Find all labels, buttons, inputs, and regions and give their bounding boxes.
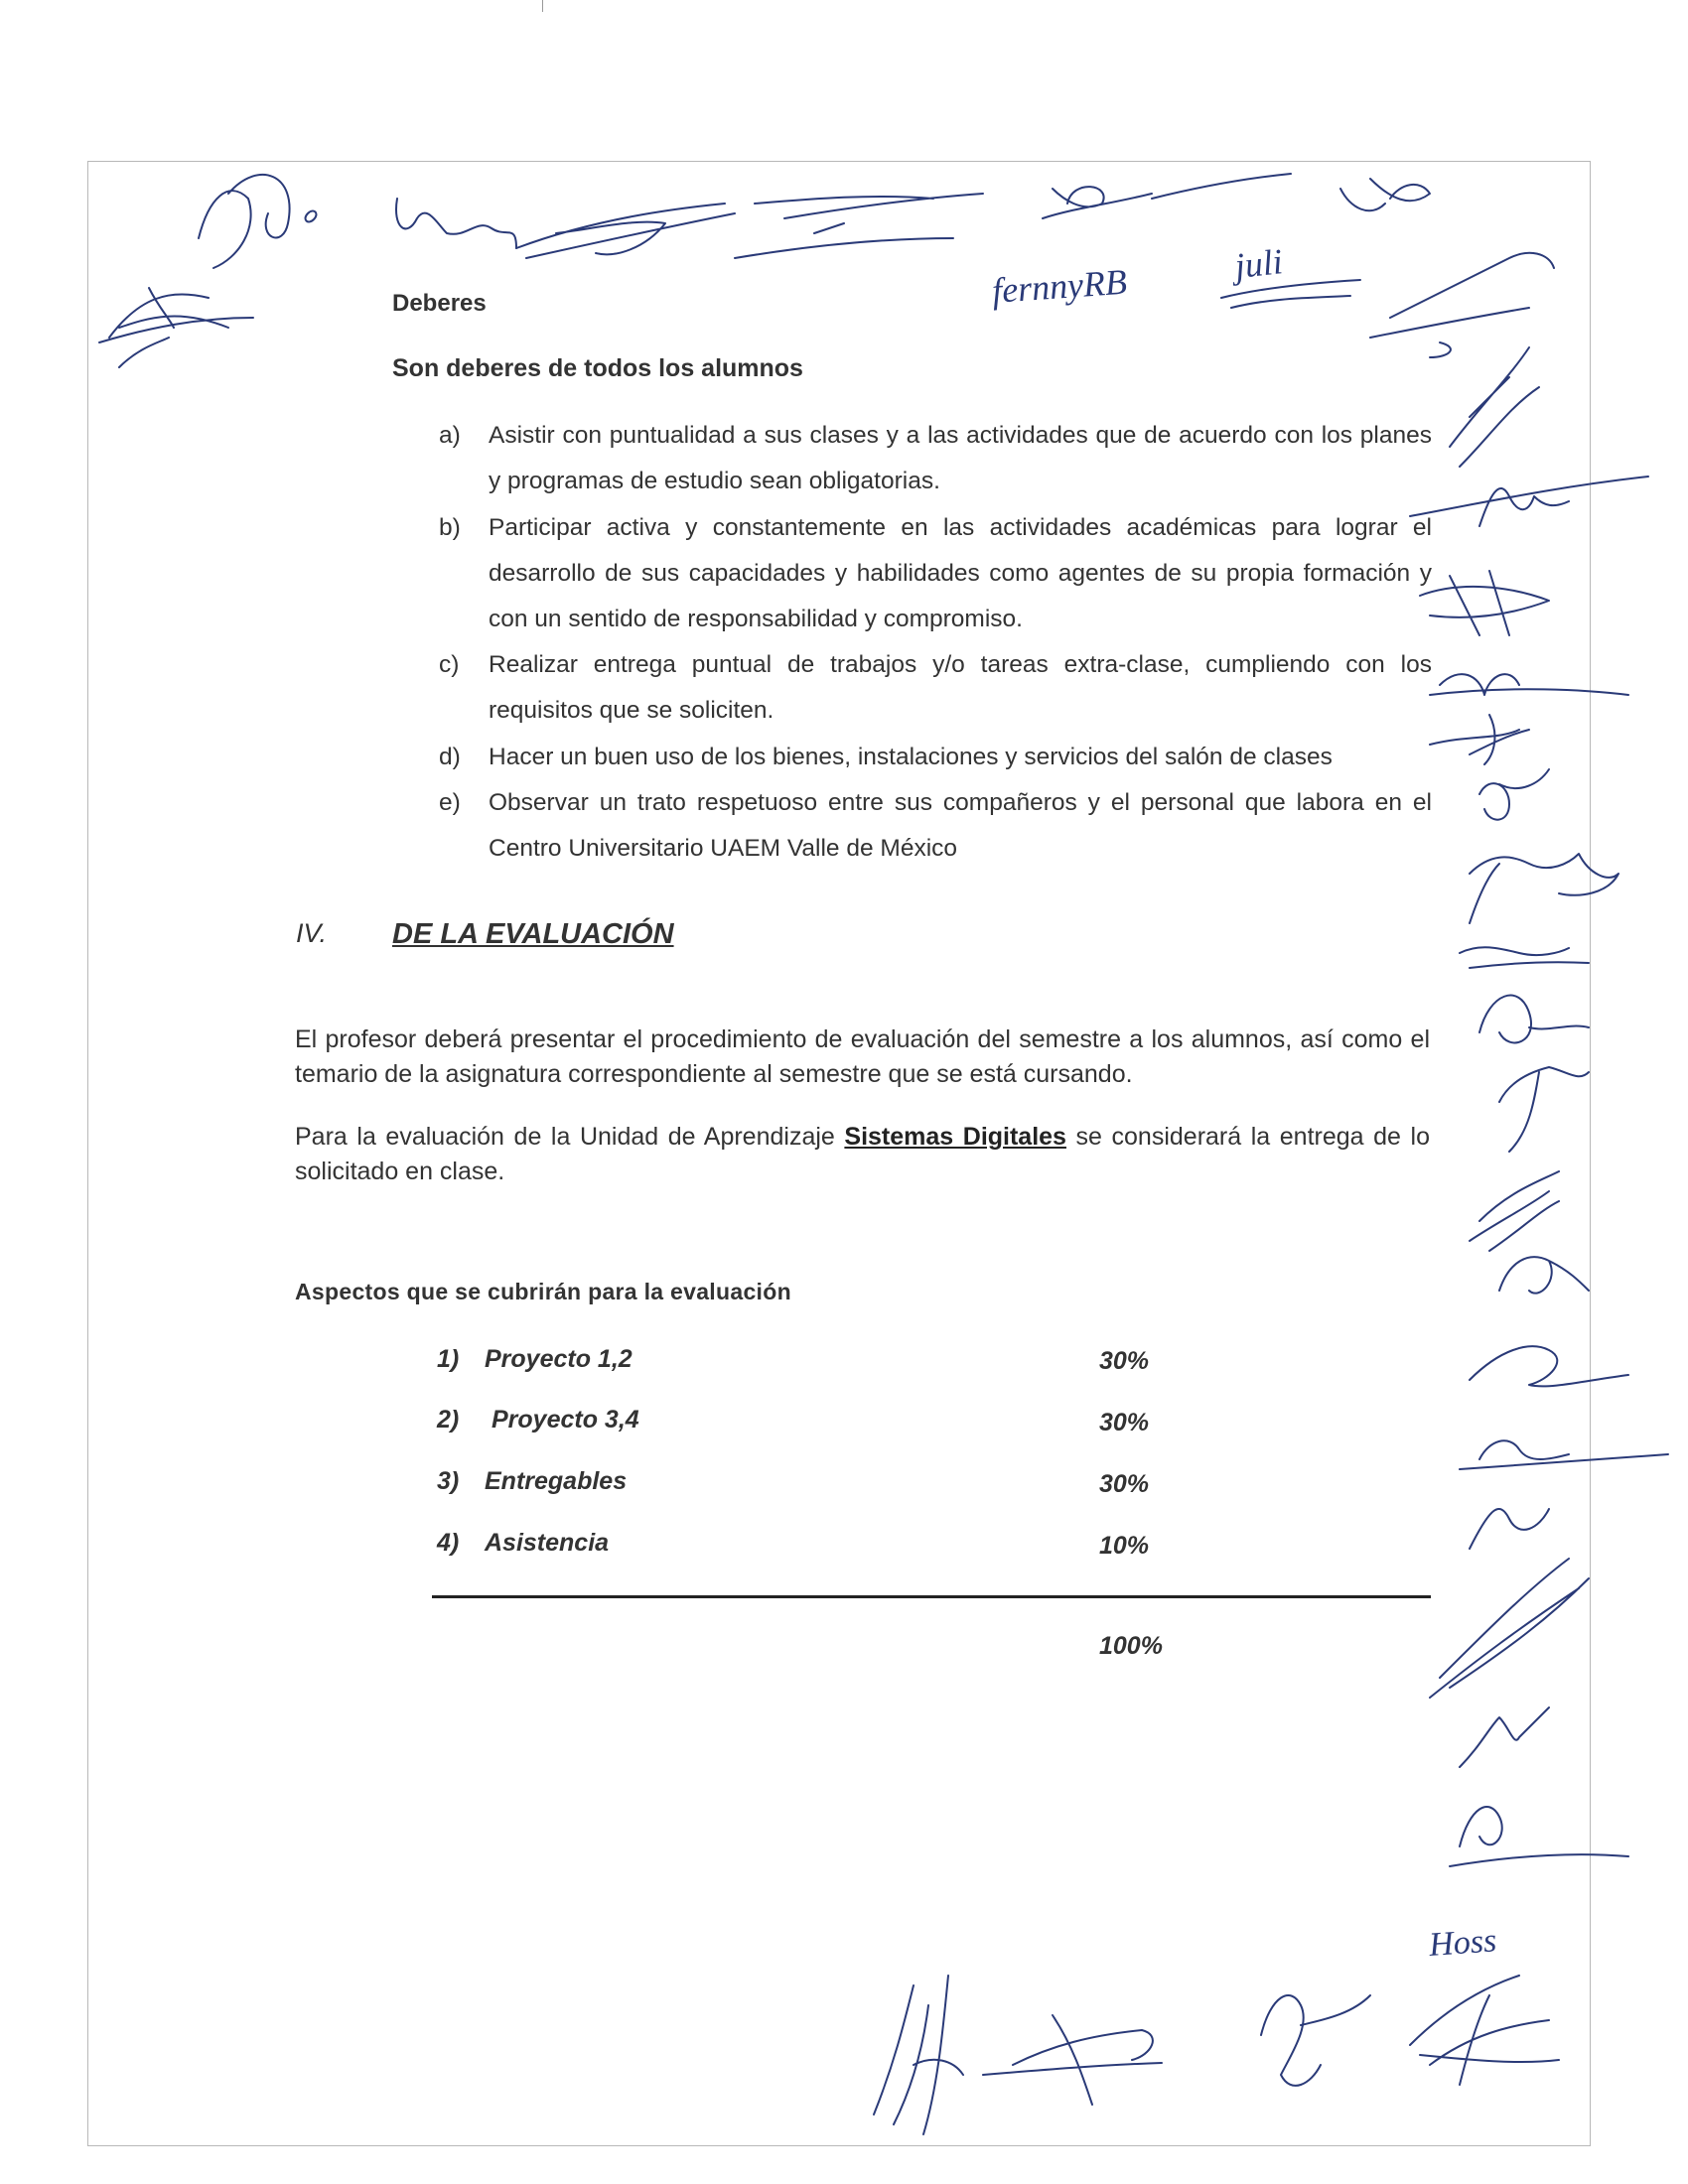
section-numeral: IV. — [296, 918, 328, 948]
duty-text: Observar un trato respetuoso entre sus compañeros y el personal que labora en el Centro Universitario UAEM Valle de México — [489, 789, 1432, 862]
aspect-percentage: 10% — [1099, 1532, 1150, 1560]
duty-item — [439, 413, 1432, 504]
duty-text: Realizar entrega puntual de trabajos y/o tareas extra-clase, cumpliendo con los requisitos que se soliciten. — [489, 651, 1432, 724]
duty-marker: e) — [439, 789, 461, 816]
signature-fernnyRB: fernnyRB — [990, 261, 1129, 311]
scan-mark — [542, 0, 543, 12]
signature-juli: juli — [1232, 241, 1285, 286]
aspect-percentage: 30% — [1099, 1470, 1150, 1498]
aspect-number: 3) — [437, 1467, 460, 1495]
aspect-label: Entregables — [485, 1467, 628, 1495]
aspect-number: 4) — [437, 1529, 460, 1557]
duty-item — [439, 642, 1432, 734]
duty-text: Asistir con puntualidad a sus clases y a las actividades que de acuerdo con los planes y programas de estudio sean obligatorias. — [489, 422, 1432, 494]
duty-marker: c) — [439, 651, 460, 678]
signature-hoss: Hoss — [1427, 1922, 1498, 1964]
deberes-heading: Deberes — [392, 290, 487, 317]
paragraph-2-before: Para la evaluación de la Unidad de Aprendizaje — [295, 1123, 845, 1151]
aspect-number: 1) — [437, 1345, 460, 1373]
aspect-percentage: 30% — [1099, 1409, 1150, 1436]
duty-text: Participar activa y constantemente en las actividades académicas para lograr el desarrollo de sus capacidades y habilidades como agentes de su propia formación y con un sentido de responsabilidad y compromiso. — [489, 514, 1432, 632]
duty-marker: d) — [439, 744, 461, 770]
aspect-label: Proyecto 1,2 — [485, 1345, 633, 1373]
deberes-intro: Son deberes de todos los alumnos — [392, 354, 803, 382]
aspect-label: Proyecto 3,4 — [492, 1406, 639, 1433]
total-divider — [432, 1595, 1431, 1598]
duty-item — [439, 780, 1432, 872]
evaluation-paragraph-1: El profesor deberá presentar el procedimiento de evaluación del semestre a los alumnos, así como el temario de la asignatura correspondiente al semestre que se está cursando. — [295, 1025, 1430, 1088]
aspect-number: 2) — [437, 1406, 460, 1433]
evaluation-paragraph-2 — [295, 1120, 1430, 1189]
paragraph-2-after: se considerará la entrega de lo solicitado en clase. — [295, 1123, 1430, 1185]
duty-marker: a) — [439, 422, 461, 449]
duty-marker: b) — [439, 514, 461, 541]
aspect-label: Asistencia — [485, 1529, 610, 1557]
subject-name: Sistemas Digitales — [844, 1123, 1066, 1151]
duty-text: Hacer un buen uso de los bienes, instalaciones y servicios del salón de clases — [489, 744, 1333, 770]
duty-item — [439, 505, 1432, 642]
duty-item — [439, 735, 1432, 780]
section-title: DE LA EVALUACIÓN — [392, 918, 674, 950]
aspects-title: Aspectos que se cubrirán para la evaluación — [295, 1279, 791, 1304]
total-percentage: 100% — [1099, 1632, 1163, 1660]
aspect-percentage: 30% — [1099, 1347, 1150, 1375]
